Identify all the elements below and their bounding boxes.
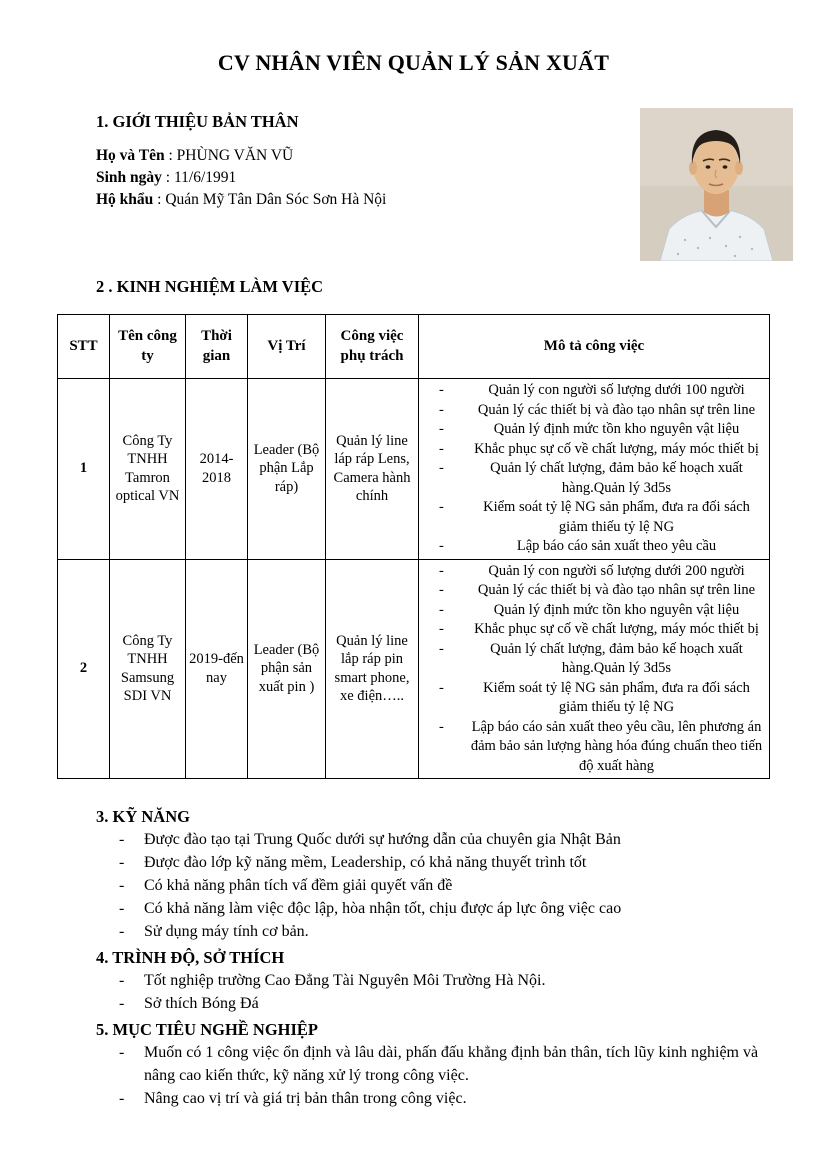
header-period: Thời gian [186, 315, 248, 379]
cell-duty: Quản lý line lắp ráp pin smart phone, xe điện….. [326, 559, 419, 779]
task-item: - Quản lý định mức tồn kho nguyên vật liệu [422, 420, 766, 440]
cell-period: 2014-2018 [186, 379, 248, 560]
task-item: - Quản lý con người số lượng dưới 200 người [422, 562, 766, 582]
header-stt: STT [58, 315, 110, 379]
cell-description [419, 379, 770, 560]
table-row [58, 559, 770, 779]
field-fullname-label: Họ và Tên [96, 147, 165, 164]
task-item: - Quản lý các thiết bị và đào tạo nhân sự trên line [422, 401, 766, 421]
skill-item: - Được đào tạo tại Trung Quốc dưới sự hướng dẫn của chuyên gia Nhật Bản [96, 828, 770, 851]
page-title: CV NHÂN VIÊN QUẢN LÝ SẢN XUẤT [217, 50, 610, 75]
task-item: - Lập báo cáo sản xuất theo yêu cầu [422, 537, 766, 557]
section-intro-heading: 1. GIỚI THIỆU BẢN THÂN [96, 112, 299, 131]
skills-list [96, 828, 770, 943]
section-skills-heading: 3. KỸ NĂNG [96, 807, 190, 826]
section-experience-heading: 2 . KINH NGHIỆM LÀM VIỆC [96, 277, 324, 296]
task-list [422, 381, 766, 557]
task-item: - Quản lý các thiết bị và đào tạo nhân sự trên line [422, 581, 766, 601]
skill-item: - Có khả năng làm việc độc lập, hòa nhận tốt, chịu được áp lực ông việc cao [96, 897, 770, 920]
task-item: - Quản lý định mức tồn kho nguyên vật liệu [422, 601, 766, 621]
task-item: - Lập báo cáo sản xuất theo yêu cầu, lên phương án đảm bảo sản lượng hàng hóa đúng chuẩn theo tiến độ xuất hàng [422, 718, 766, 777]
objective-item: - Muốn có 1 công việc ổn định và lâu dài, phấn đấu khẳng định bản thân, tích lũy kinh nghiệm và nâng cao kiến thức, kỹ năng xử lý trong công việc. [96, 1041, 770, 1087]
task-item: - Quản lý chất lượng, đảm bảo kế hoạch xuất hàng.Quản lý 3d5s [422, 640, 766, 679]
field-fullname-value: : PHÙNG VĂN VŨ [164, 147, 294, 164]
cell-period: 2019-đến nay [186, 559, 248, 779]
task-item: - Khắc phục sự cố về chất lượng, máy móc thiết bị [422, 440, 766, 460]
skill-item: - Sử dụng máy tính cơ bản. [96, 920, 770, 943]
task-item: - Quản lý con người số lượng dưới 100 người [422, 381, 766, 401]
task-item: - Kiểm soát tỷ lệ NG sản phẩm, đưa ra đối sách giảm thiếu tỷ lệ NG [422, 498, 766, 537]
header-description: Mô tả công việc [419, 315, 770, 379]
profile-photo [640, 108, 793, 261]
cell-position: Leader (Bộ phận sản xuất pin ) [248, 559, 326, 779]
section-objective-heading: 5. MỤC TIÊU NGHỀ NGHIỆP [96, 1020, 319, 1039]
skill-item: - Có khả năng phân tích vấ đềm giải quyết vấn đề [96, 874, 770, 897]
education-item: - Sở thích Bóng Đá [96, 992, 770, 1015]
skill-item: - Được đào lớp kỹ năng mềm, Leadership, có khả năng thuyết trình tốt [96, 851, 770, 874]
cell-position: Leader (Bộ phận Lắp ráp) [248, 379, 326, 560]
field-birthdate-value: : 11/6/1991 [161, 169, 237, 186]
cell-stt: 1 [58, 379, 110, 560]
header-duty: Công việc phụ trách [326, 315, 419, 379]
objective-list [96, 1041, 770, 1110]
portrait-illustration [640, 108, 793, 261]
task-list [422, 562, 766, 777]
cell-duty: Quản lý line láp ráp Lens, Camera hành chính [326, 379, 419, 560]
cell-company: Công Ty TNHH Samsung SDI VN [110, 559, 186, 779]
cell-company: Công Ty TNHH Tamron optical VN [110, 379, 186, 560]
table-header-row [58, 315, 770, 379]
section-education-heading: 4. TRÌNH ĐỘ, SỞ THÍCH [96, 948, 285, 967]
header-position: Vị Trí [248, 315, 326, 379]
header-company: Tên công ty [110, 315, 186, 379]
task-item: - Quản lý chất lượng, đảm bảo kế hoạch xuất hàng.Quản lý 3d5s [422, 459, 766, 498]
cell-stt: 2 [58, 559, 110, 779]
cell-description [419, 559, 770, 779]
field-birthdate-label: Sinh ngày [96, 169, 162, 186]
field-address-value: : Quán Mỹ Tân Dân Sóc Sơn Hà Nội [153, 191, 387, 208]
field-address-label: Hộ khẩu [96, 191, 154, 208]
objective-item: - Nâng cao vị trí và giá trị bản thân trong công việc. [96, 1087, 770, 1110]
table-row [58, 379, 770, 560]
education-list [96, 969, 770, 1015]
experience-table [57, 314, 770, 779]
task-item: - Kiểm soát tỷ lệ NG sản phẩm, đưa ra đối sách giảm thiếu tỷ lệ NG [422, 679, 766, 718]
task-item: - Khắc phục sự cố về chất lượng, máy móc thiết bị [422, 620, 766, 640]
education-item: - Tốt nghiệp trường Cao Đẳng Tài Nguyên Môi Trường Hà Nội. [96, 969, 770, 992]
